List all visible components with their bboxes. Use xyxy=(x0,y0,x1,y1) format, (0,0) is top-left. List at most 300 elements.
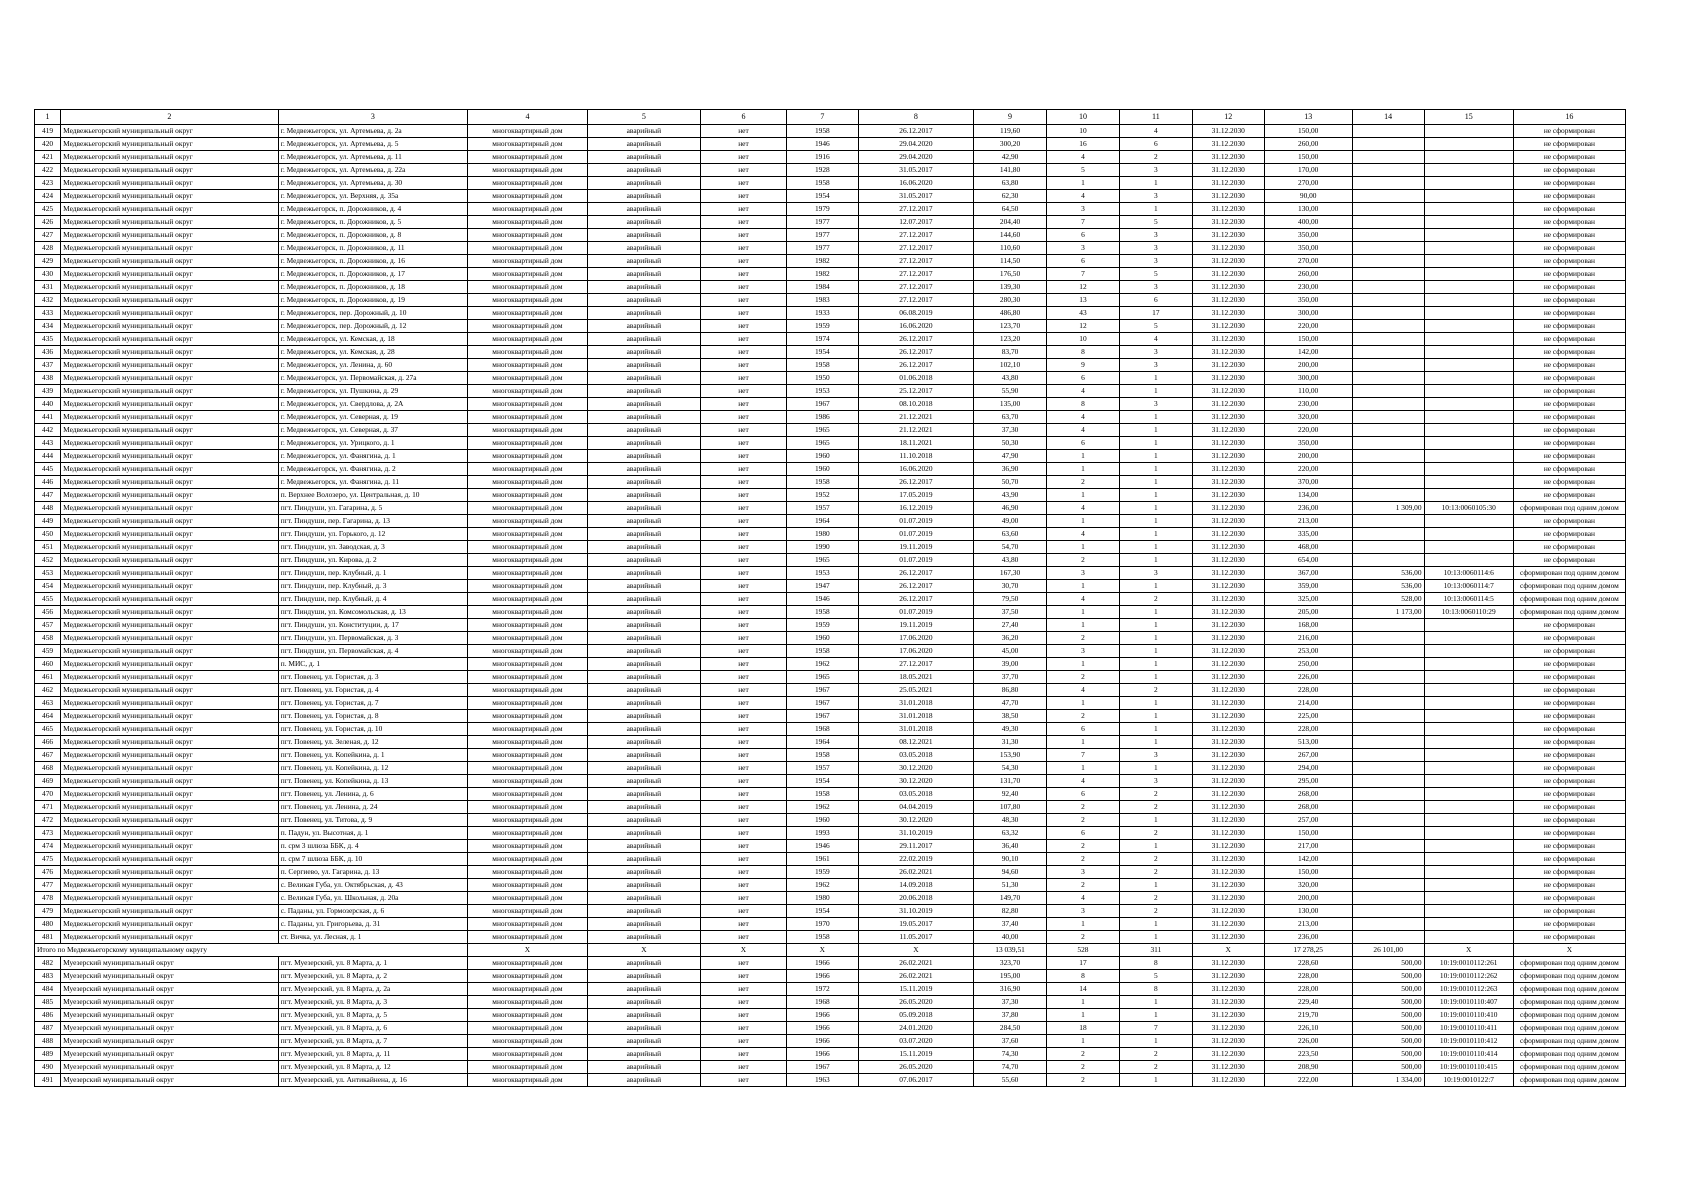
table-cell: не сформирован xyxy=(1513,138,1625,151)
table-cell xyxy=(1352,281,1424,294)
table-cell: 10:19:0010110:415 xyxy=(1424,1061,1513,1074)
table-cell: 400,00 xyxy=(1264,216,1352,229)
table-cell: 1982 xyxy=(786,268,858,281)
table-cell: аварийный xyxy=(587,801,700,814)
table-cell xyxy=(1352,879,1424,892)
table-cell: нет xyxy=(700,125,786,138)
table-cell: 40,00 xyxy=(974,931,1047,944)
table-cell: многоквартирный дом xyxy=(468,827,588,840)
table-cell: 445 xyxy=(35,463,61,476)
table-cell: 31.12.2030 xyxy=(1192,866,1264,879)
table-cell: 1965 xyxy=(786,424,858,437)
total-cell: 311 xyxy=(1119,944,1192,957)
table-cell: 436 xyxy=(35,346,61,359)
table-row xyxy=(35,801,1626,814)
table-cell: не сформирован xyxy=(1513,840,1625,853)
table-cell: 1 xyxy=(1119,528,1192,541)
table-cell: 31.05.2017 xyxy=(858,164,973,177)
table-cell: пгт. Муезерский, ул. 8 Марта, д. 6 xyxy=(278,1022,467,1035)
table-cell: 1967 xyxy=(786,710,858,723)
table-cell: г. Медвежьегорск, п. Дорожников, д. 4 xyxy=(278,203,467,216)
table-cell: 480 xyxy=(35,918,61,931)
table-cell: 31.12.2030 xyxy=(1192,307,1264,320)
table-cell: 223,50 xyxy=(1264,1048,1352,1061)
table-cell: нет xyxy=(700,1022,786,1035)
table-cell: 367,00 xyxy=(1264,567,1352,580)
table-cell: 2 xyxy=(1119,593,1192,606)
table-cell: 25.05.2021 xyxy=(858,684,973,697)
table-row xyxy=(35,1009,1626,1022)
table-cell: нет xyxy=(700,645,786,658)
table-cell: 31.12.2030 xyxy=(1192,580,1264,593)
table-cell: 2 xyxy=(1119,853,1192,866)
table-cell: 200,00 xyxy=(1264,450,1352,463)
table-cell: 31.12.2030 xyxy=(1192,216,1264,229)
table-cell: Медвежьегорский муниципальный округ xyxy=(61,840,279,853)
table-cell: аварийный xyxy=(587,749,700,762)
table-cell: 36,90 xyxy=(974,463,1047,476)
table-cell: 31.12.2030 xyxy=(1192,528,1264,541)
table-cell: нет xyxy=(700,424,786,437)
table-row xyxy=(35,333,1626,346)
total-cell: X xyxy=(700,944,786,957)
table-cell xyxy=(1424,333,1513,346)
table-row xyxy=(35,320,1626,333)
table-cell: многоквартирный дом xyxy=(468,580,588,593)
table-cell: 6 xyxy=(1047,723,1120,736)
table-row xyxy=(35,853,1626,866)
table-cell xyxy=(1424,411,1513,424)
total-cell: 17 278,25 xyxy=(1264,944,1352,957)
table-cell: 1 xyxy=(1119,710,1192,723)
table-cell: аварийный xyxy=(587,827,700,840)
table-cell: Муезерский муниципальный округ xyxy=(61,996,279,1009)
table-row xyxy=(35,606,1626,619)
table-cell: 43 xyxy=(1047,307,1120,320)
table-cell: 135,00 xyxy=(974,398,1047,411)
table-cell: не сформирован xyxy=(1513,697,1625,710)
table-cell: пгт. Повенец, ул. Ленина, д. 6 xyxy=(278,788,467,801)
table-cell: 295,00 xyxy=(1264,775,1352,788)
table-cell: 2 xyxy=(1047,554,1120,567)
table-cell: Муезерский муниципальный округ xyxy=(61,957,279,970)
table-cell: 54,70 xyxy=(974,541,1047,554)
table-cell: не сформирован xyxy=(1513,307,1625,320)
table-cell: 1 xyxy=(1047,606,1120,619)
table-cell: пгт. Пиндуши, пер. Клубный, д. 1 xyxy=(278,567,467,580)
table-cell: 07.06.2017 xyxy=(858,1074,973,1087)
table-cell: 228,60 xyxy=(1264,957,1352,970)
table-cell: многоквартирный дом xyxy=(468,554,588,567)
table-cell: не сформирован xyxy=(1513,203,1625,216)
table-cell: 316,90 xyxy=(974,983,1047,996)
table-cell: нет xyxy=(700,294,786,307)
table-cell: 325,00 xyxy=(1264,593,1352,606)
table-cell: 4 xyxy=(1047,775,1120,788)
table-cell: аварийный xyxy=(587,229,700,242)
table-cell: многоквартирный дом xyxy=(468,307,588,320)
table-cell: нет xyxy=(700,398,786,411)
table-cell: пгт. Муезерский, ул. 8 Марта, д. 2 xyxy=(278,970,467,983)
table-cell: 12 xyxy=(1047,320,1120,333)
table-cell: 1 xyxy=(1047,619,1120,632)
table-cell: 26.12.2017 xyxy=(858,593,973,606)
table-cell: сформирован под одним домом xyxy=(1513,1061,1625,1074)
table-cell: не сформирован xyxy=(1513,788,1625,801)
table-cell xyxy=(1352,424,1424,437)
table-cell: Медвежьегорский муниципальный округ xyxy=(61,580,279,593)
table-cell: 176,50 xyxy=(974,268,1047,281)
table-cell: Медвежьегорский муниципальный округ xyxy=(61,476,279,489)
table-cell: 455 xyxy=(35,593,61,606)
table-cell: аварийный xyxy=(587,1074,700,1087)
table-cell: многоквартирный дом xyxy=(468,294,588,307)
table-cell: нет xyxy=(700,450,786,463)
table-row xyxy=(35,931,1626,944)
table-cell xyxy=(1424,892,1513,905)
table-cell: 1960 xyxy=(786,463,858,476)
table-cell: 1947 xyxy=(786,580,858,593)
table-cell: нет xyxy=(700,866,786,879)
column-number-cell: 4 xyxy=(468,110,588,125)
table-cell: 1 xyxy=(1119,645,1192,658)
table-cell: 51,30 xyxy=(974,879,1047,892)
table-cell: 2 xyxy=(1119,684,1192,697)
table-cell xyxy=(1352,827,1424,840)
table-cell: аварийный xyxy=(587,216,700,229)
table-row xyxy=(35,138,1626,151)
table-cell: 500,00 xyxy=(1352,983,1424,996)
table-cell: многоквартирный дом xyxy=(468,515,588,528)
table-cell: многоквартирный дом xyxy=(468,125,588,138)
table-row xyxy=(35,541,1626,554)
table-cell: 26.02.2021 xyxy=(858,957,973,970)
table-cell: нет xyxy=(700,541,786,554)
table-cell: Медвежьегорский муниципальный округ xyxy=(61,918,279,931)
table-cell: нет xyxy=(700,723,786,736)
table-cell xyxy=(1352,255,1424,268)
table-cell: Медвежьегорский муниципальный округ xyxy=(61,710,279,723)
table-cell: 37,70 xyxy=(974,671,1047,684)
total-row xyxy=(35,944,1626,957)
table-cell: 8 xyxy=(1119,957,1192,970)
table-cell: 228,00 xyxy=(1264,723,1352,736)
table-cell: нет xyxy=(700,320,786,333)
table-cell: аварийный xyxy=(587,411,700,424)
table-cell xyxy=(1424,164,1513,177)
table-cell: Медвежьегорский муниципальный округ xyxy=(61,632,279,645)
table-cell: 10:13:0060114:5 xyxy=(1424,593,1513,606)
table-row xyxy=(35,788,1626,801)
table-cell xyxy=(1424,736,1513,749)
table-row xyxy=(35,671,1626,684)
table-cell: 2 xyxy=(1047,1048,1120,1061)
table-cell: 3 xyxy=(1119,190,1192,203)
table-cell: сформирован под одним домом xyxy=(1513,1009,1625,1022)
table-cell: 225,00 xyxy=(1264,710,1352,723)
table-cell: 64,50 xyxy=(974,203,1047,216)
table-cell xyxy=(1424,151,1513,164)
table-cell: аварийный xyxy=(587,528,700,541)
table-cell: аварийный xyxy=(587,736,700,749)
column-number-cell: 7 xyxy=(786,110,858,125)
table-cell: нет xyxy=(700,879,786,892)
table-cell: аварийный xyxy=(587,931,700,944)
table-cell: 481 xyxy=(35,931,61,944)
table-cell: г. Медвежьегорск, пер. Дорожный, д. 10 xyxy=(278,307,467,320)
table-cell: не сформирован xyxy=(1513,723,1625,736)
table-cell xyxy=(1424,554,1513,567)
table-cell: 1970 xyxy=(786,918,858,931)
table-cell: 31.12.2030 xyxy=(1192,515,1264,528)
table-cell: 15.11.2019 xyxy=(858,983,973,996)
table-cell: многоквартирный дом xyxy=(468,216,588,229)
table-cell xyxy=(1424,905,1513,918)
table-cell: 1982 xyxy=(786,255,858,268)
table-cell: аварийный xyxy=(587,203,700,216)
table-cell: 449 xyxy=(35,515,61,528)
table-cell: пгт. Муезерский, ул. 8 Марта, д. 7 xyxy=(278,1035,467,1048)
table-cell: 27,40 xyxy=(974,619,1047,632)
table-cell: 3 xyxy=(1047,905,1120,918)
table-cell: Медвежьегорский муниципальный округ xyxy=(61,723,279,736)
table-cell: 31.12.2030 xyxy=(1192,619,1264,632)
table-cell: 48,30 xyxy=(974,814,1047,827)
table-cell: 47,90 xyxy=(974,450,1047,463)
table-cell: 260,00 xyxy=(1264,268,1352,281)
table-cell: Медвежьегорский муниципальный округ xyxy=(61,437,279,450)
table-cell: 236,00 xyxy=(1264,931,1352,944)
table-cell: не сформирован xyxy=(1513,359,1625,372)
table-cell: 2 xyxy=(1119,905,1192,918)
table-cell: 1928 xyxy=(786,164,858,177)
table-cell: 484 xyxy=(35,983,61,996)
table-cell: сформирован под одним домом xyxy=(1513,593,1625,606)
table-cell: 335,00 xyxy=(1264,528,1352,541)
table-cell: 482 xyxy=(35,957,61,970)
table-cell: 487 xyxy=(35,1022,61,1035)
table-cell xyxy=(1424,190,1513,203)
table-cell: 19.11.2019 xyxy=(858,541,973,554)
table-cell: 474 xyxy=(35,840,61,853)
table-cell xyxy=(1352,515,1424,528)
table-cell xyxy=(1424,125,1513,138)
table-cell: Медвежьегорский муниципальный округ xyxy=(61,567,279,580)
table-cell: 443 xyxy=(35,437,61,450)
table-cell: не сформирован xyxy=(1513,333,1625,346)
table-cell: 31.12.2030 xyxy=(1192,879,1264,892)
table-cell: 1958 xyxy=(786,645,858,658)
table-cell: нет xyxy=(700,632,786,645)
table-cell: 205,00 xyxy=(1264,606,1352,619)
table-row xyxy=(35,437,1626,450)
table-cell: 130,00 xyxy=(1264,905,1352,918)
table-row xyxy=(35,528,1626,541)
table-cell: многоквартирный дом xyxy=(468,567,588,580)
table-cell: п. МИС, д. 1 xyxy=(278,658,467,671)
table-cell: нет xyxy=(700,164,786,177)
table-cell: 107,80 xyxy=(974,801,1047,814)
table-cell: Медвежьегорский муниципальный округ xyxy=(61,658,279,671)
table-row xyxy=(35,190,1626,203)
table-cell: 31.12.2030 xyxy=(1192,346,1264,359)
table-cell xyxy=(1424,255,1513,268)
table-cell xyxy=(1352,801,1424,814)
table-cell: 31.12.2030 xyxy=(1192,411,1264,424)
table-cell: 3 xyxy=(1119,567,1192,580)
table-cell: 31.12.2030 xyxy=(1192,736,1264,749)
table-cell: нет xyxy=(700,554,786,567)
table-cell: нет xyxy=(700,281,786,294)
table-cell: аварийный xyxy=(587,190,700,203)
table-cell: 01.07.2019 xyxy=(858,528,973,541)
table-cell: сформирован под одним домом xyxy=(1513,567,1625,580)
table-cell: 1965 xyxy=(786,437,858,450)
table-cell: 220,00 xyxy=(1264,320,1352,333)
table-cell: не сформирован xyxy=(1513,216,1625,229)
table-cell: Медвежьегорский муниципальный округ xyxy=(61,229,279,242)
table-cell xyxy=(1352,671,1424,684)
table-cell: нет xyxy=(700,255,786,268)
table-cell: Медвежьегорский муниципальный округ xyxy=(61,502,279,515)
table-cell: 2 xyxy=(1047,671,1120,684)
table-cell: 31.12.2030 xyxy=(1192,853,1264,866)
total-cell: 528 xyxy=(1047,944,1120,957)
table-cell: 1 xyxy=(1119,463,1192,476)
table-cell: 8 xyxy=(1047,398,1120,411)
table-cell: 2 xyxy=(1119,866,1192,879)
table-cell: 444 xyxy=(35,450,61,463)
table-cell: 1960 xyxy=(786,450,858,463)
table-cell: 131,70 xyxy=(974,775,1047,788)
table-cell: 31.12.2030 xyxy=(1192,840,1264,853)
table-cell: 03.05.2018 xyxy=(858,749,973,762)
table-cell: 10 xyxy=(1047,125,1120,138)
table-cell: 37,50 xyxy=(974,606,1047,619)
table-cell: 500,00 xyxy=(1352,1035,1424,1048)
table-cell: 439 xyxy=(35,385,61,398)
table-cell: 168,00 xyxy=(1264,619,1352,632)
table-cell: 27.12.2017 xyxy=(858,242,973,255)
total-cell: 26 101,00 xyxy=(1352,944,1424,957)
table-cell: 2 xyxy=(1047,710,1120,723)
table-cell: п. Падун, ул. Высотная, д. 1 xyxy=(278,827,467,840)
table-cell: 31.12.2030 xyxy=(1192,320,1264,333)
table-cell: г. Медвежьегорск, п. Дорожников, д. 19 xyxy=(278,294,467,307)
table-cell: 4 xyxy=(1047,684,1120,697)
table-cell: 31.12.2030 xyxy=(1192,1035,1264,1048)
table-cell xyxy=(1352,333,1424,346)
table-cell: 31.12.2030 xyxy=(1192,333,1264,346)
table-cell: пгт. Пиндуши, ул. Горького, д. 12 xyxy=(278,528,467,541)
table-cell xyxy=(1352,645,1424,658)
table-cell: 31.12.2030 xyxy=(1192,710,1264,723)
column-number-cell: 11 xyxy=(1119,110,1192,125)
table-cell: 37,60 xyxy=(974,1035,1047,1048)
table-cell: 1960 xyxy=(786,632,858,645)
table-cell: 489 xyxy=(35,1048,61,1061)
table-cell: 465 xyxy=(35,723,61,736)
table-cell: 31.12.2030 xyxy=(1192,437,1264,450)
table-cell: пгт. Повенец, ул. Копейкина, д. 13 xyxy=(278,775,467,788)
table-cell xyxy=(1352,320,1424,333)
table-cell: 500,00 xyxy=(1352,957,1424,970)
table-cell: 3 xyxy=(1119,242,1192,255)
table-cell: 6 xyxy=(1119,138,1192,151)
table-cell: Медвежьегорский муниципальный округ xyxy=(61,853,279,866)
table-cell: многоквартирный дом xyxy=(468,138,588,151)
table-cell: нет xyxy=(700,307,786,320)
table-cell: 253,00 xyxy=(1264,645,1352,658)
table-cell: 6 xyxy=(1119,294,1192,307)
table-cell xyxy=(1424,294,1513,307)
table-cell xyxy=(1424,489,1513,502)
table-cell: г. Медвежьегорск, п. Дорожников, д. 11 xyxy=(278,242,467,255)
table-row xyxy=(35,593,1626,606)
table-cell: не сформирован xyxy=(1513,450,1625,463)
column-number-cell: 2 xyxy=(61,110,279,125)
table-cell: г. Медвежьегорск, п. Дорожников, д. 16 xyxy=(278,255,467,268)
table-cell: нет xyxy=(700,567,786,580)
table-cell: многоквартирный дом xyxy=(468,164,588,177)
table-cell: многоквартирный дом xyxy=(468,320,588,333)
table-cell xyxy=(1424,814,1513,827)
table-cell xyxy=(1352,229,1424,242)
table-cell: 43,80 xyxy=(974,554,1047,567)
total-cell: X xyxy=(1513,944,1625,957)
table-cell: 47,70 xyxy=(974,697,1047,710)
table-cell: не сформирован xyxy=(1513,294,1625,307)
table-cell: не сформирован xyxy=(1513,125,1625,138)
table-cell: Медвежьегорский муниципальный округ xyxy=(61,528,279,541)
table-cell: многоквартирный дом xyxy=(468,242,588,255)
column-number-cell: 14 xyxy=(1352,110,1424,125)
table-cell: Медвежьегорский муниципальный округ xyxy=(61,190,279,203)
table-cell: многоквартирный дом xyxy=(468,398,588,411)
table-cell: 12.07.2017 xyxy=(858,216,973,229)
table-cell: г. Медвежьегорск, пер. Дорожный, д. 12 xyxy=(278,320,467,333)
table-cell: аварийный xyxy=(587,398,700,411)
table-cell: Медвежьегорский муниципальный округ xyxy=(61,541,279,554)
table-cell xyxy=(1352,905,1424,918)
table-cell xyxy=(1352,749,1424,762)
table-cell: 466 xyxy=(35,736,61,749)
table-cell: 1957 xyxy=(786,762,858,775)
table-cell: 1 xyxy=(1119,489,1192,502)
table-cell: 1966 xyxy=(786,1009,858,1022)
table-cell: не сформирован xyxy=(1513,554,1625,567)
table-cell: 458 xyxy=(35,632,61,645)
table-cell xyxy=(1424,528,1513,541)
table-cell: 228,00 xyxy=(1264,684,1352,697)
table-cell: 6 xyxy=(1047,827,1120,840)
table-cell: 268,00 xyxy=(1264,801,1352,814)
table-cell: 536,00 xyxy=(1352,567,1424,580)
table-cell: нет xyxy=(700,931,786,944)
table-cell: 1 xyxy=(1119,411,1192,424)
table-cell: г. Медвежьегорск, п. Дорожников, д. 18 xyxy=(278,281,467,294)
table-cell: нет xyxy=(700,619,786,632)
table-cell: 267,00 xyxy=(1264,749,1352,762)
table-row xyxy=(35,632,1626,645)
table-cell: 430 xyxy=(35,268,61,281)
table-cell: аварийный xyxy=(587,788,700,801)
table-cell xyxy=(1352,164,1424,177)
table-cell: нет xyxy=(700,580,786,593)
table-cell: г. Медвежьегорск, ул. Северная, д. 19 xyxy=(278,411,467,424)
table-cell: 31.12.2030 xyxy=(1192,632,1264,645)
table-cell: 1967 xyxy=(786,1061,858,1074)
